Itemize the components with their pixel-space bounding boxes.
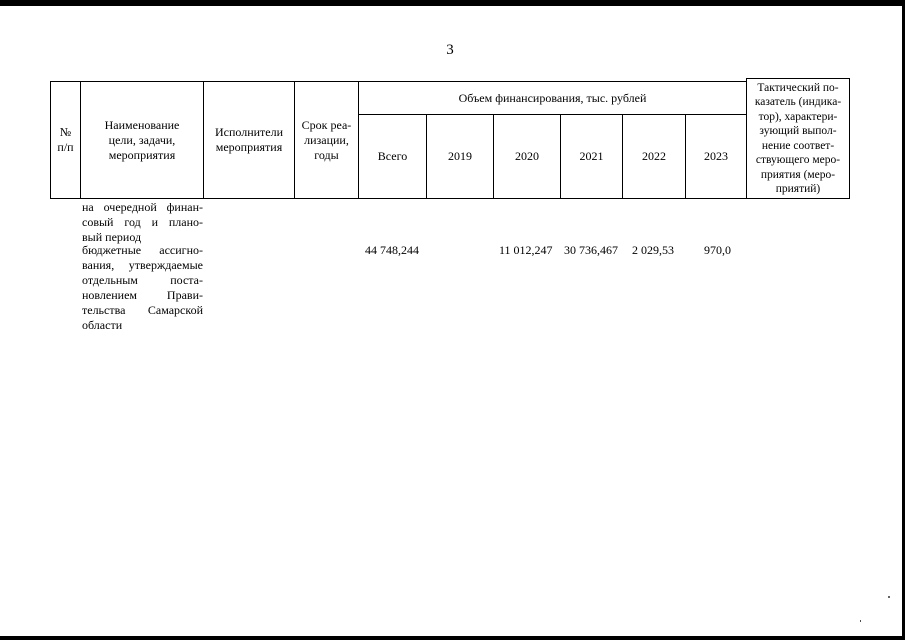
row-2022-value: 2 029,53	[632, 243, 674, 257]
header-indicator-line: тор), характери-	[758, 110, 838, 123]
row-name-line: области	[82, 318, 123, 332]
header-executors-line: мероприятия	[215, 140, 283, 154]
page-border-bottom	[0, 636, 905, 640]
continuation-text	[82, 200, 203, 245]
page-border-top	[0, 0, 905, 6]
scan-speck	[888, 596, 890, 598]
row-name-line: тельства Самарской	[82, 303, 203, 317]
header-indicator-line: Тактический по-	[757, 81, 839, 94]
header-name	[80, 81, 204, 199]
continuation-line: на очередной финан-	[82, 200, 203, 214]
header-year-label: 2019	[448, 149, 472, 163]
header-name-line: мероприятия	[108, 147, 176, 162]
page-number: 3	[446, 42, 454, 58]
header-funding-group	[358, 81, 747, 115]
row-2020-value: 11 012,247	[499, 243, 553, 257]
header-indicator-line: нение соответ-	[761, 139, 835, 152]
header-year-label: 2020	[515, 149, 539, 163]
header-year-2020	[493, 114, 561, 199]
header-year-label: 2022	[642, 149, 666, 163]
header-num	[50, 81, 81, 199]
header-year-label: 2021	[579, 149, 604, 163]
row-2021-value: 30 736,467	[564, 243, 618, 257]
header-year-label: 2023	[704, 149, 728, 163]
continuation-line: совый год и плано-	[82, 215, 203, 229]
header-indicator-line: зующий выпол-	[759, 125, 837, 137]
row-2023-value: 970,0	[704, 243, 731, 257]
scan-speck	[860, 620, 861, 622]
header-year-2022	[622, 114, 686, 199]
header-term-line: лизации,	[304, 132, 349, 147]
row-total-value: 44 748,244	[365, 243, 419, 257]
header-indicator-line: приятий)	[775, 183, 821, 195]
header-funding-label: Объем финансирования, тыс. рублей	[458, 90, 647, 105]
row-name-line: новлением Прави-	[82, 288, 203, 302]
row-name-line: отдельным поста-	[82, 273, 203, 287]
header-total-label: Всего	[377, 149, 408, 163]
header-name-line: цели, задачи,	[108, 132, 176, 147]
header-term-line: Срок реа-	[301, 117, 352, 132]
row-name-line: бюджетные ассигно-	[82, 243, 203, 257]
header-term	[294, 81, 359, 199]
header-year-2019	[426, 114, 494, 199]
header-indicator-line: казатель (индика-	[754, 96, 842, 108]
header-indicator-line: ствующего меро-	[755, 154, 841, 166]
header-executors	[203, 81, 295, 199]
header-name-line: Наименование	[104, 117, 180, 132]
header-total	[358, 114, 427, 199]
row-name	[82, 243, 203, 333]
continuation-line: вый период	[82, 230, 142, 244]
header-year-2023	[685, 114, 747, 199]
header-indicator-line: приятия (меро-	[760, 168, 836, 181]
header-indicator	[746, 78, 850, 199]
header-year-2021	[560, 114, 623, 199]
row-name-line: вания, утверждаемые	[82, 258, 203, 272]
header-executors-line: Исполнители	[214, 125, 284, 139]
header-num-line: п/п	[57, 140, 74, 154]
header-num-line: №	[59, 125, 72, 139]
header-term-line: годы	[314, 147, 339, 162]
